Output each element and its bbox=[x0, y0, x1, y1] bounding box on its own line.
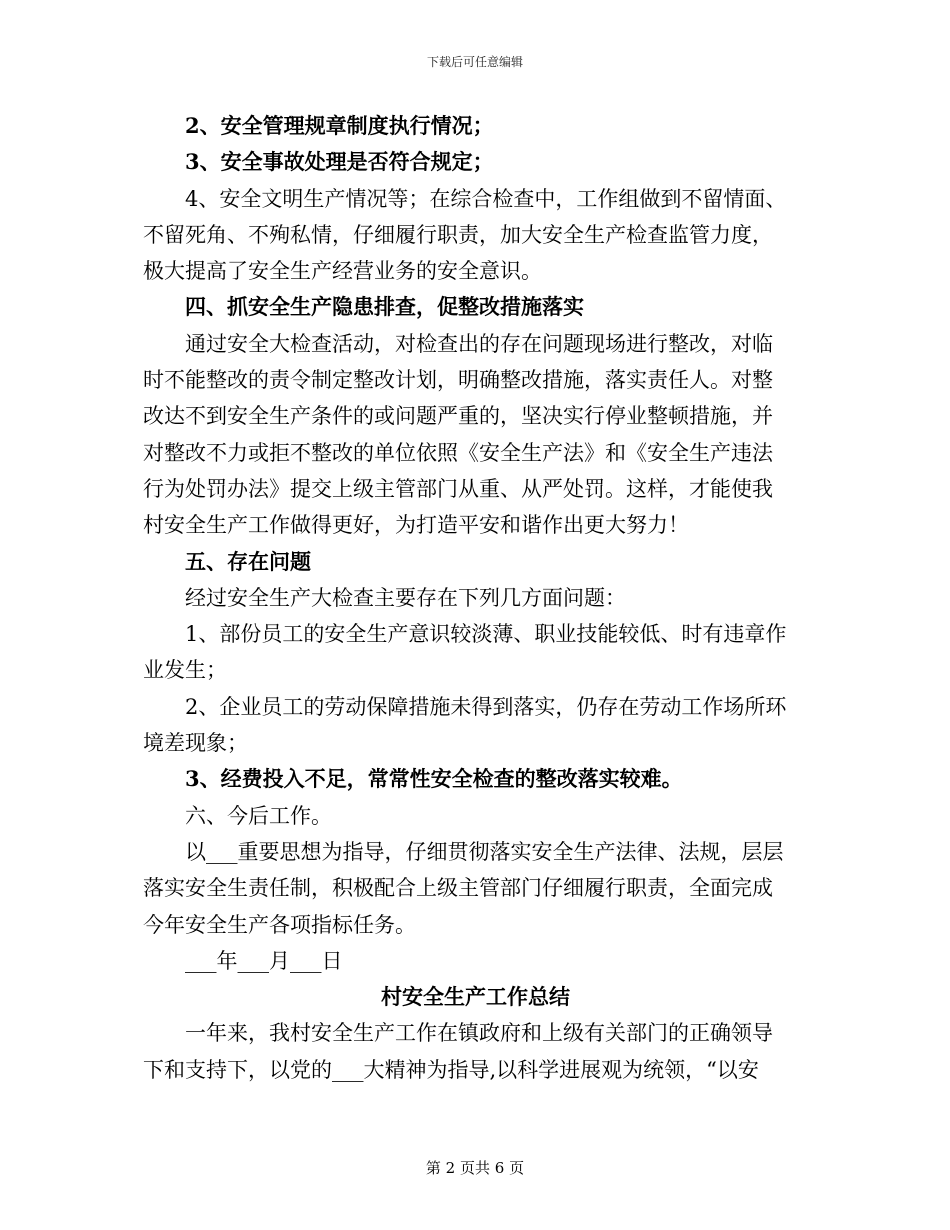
paragraph-problems-intro: 经过安全生产大检查主要存在下列几方面问题： bbox=[185, 585, 626, 610]
document-title: 村安全生产工作总结 bbox=[381, 984, 570, 1010]
paragraph-inspection-line-2: 时不能整改的责令制定整改计划，明确整改措施，落实责任人。对整 bbox=[143, 368, 773, 393]
date-line: ___年___月___日 bbox=[185, 948, 343, 973]
list-item-3: 3、安全事故处理是否符合规定； bbox=[185, 149, 494, 175]
problem-item-2-line-1: 2、企业员工的劳动保障措施未得到落实，仍存在劳动工作场所环 bbox=[185, 694, 787, 719]
problem-item-1-line-1: 1、部份员工的安全生产意识较淡薄、职业技能较低、时有违章作 bbox=[185, 622, 787, 647]
document-body bbox=[143, 108, 808, 1088]
paragraph-inspection-line-1: 通过安全大检查活动，对检查出的存在问题现场进行整改，对临 bbox=[185, 331, 773, 356]
problem-item-2-line-2: 境差现象； bbox=[143, 731, 248, 756]
list-item-4-line-3: 极大提高了安全生产经营业务的安全意识。 bbox=[143, 259, 542, 284]
paragraph-future-line-3: 今年安全生产各项指标任务。 bbox=[143, 912, 416, 937]
paragraph-future-line-2: 落实安全生责任制，积极配合上级主管部门仔细履行职责，全面完成 bbox=[143, 876, 773, 901]
problem-item-3: 3、经费投入不足，常常性安全检查的整改落实较难。 bbox=[185, 766, 683, 792]
paragraph-future-line-1: 以___重要思想为指导，仔细贯彻落实安全生产法律、法规，层层 bbox=[185, 839, 784, 864]
list-item-4-line-1: 4、安全文明生产情况等；在综合检查中，工作组做到不留情面、 bbox=[185, 186, 787, 211]
paragraph-inspection-line-5: 行为处罚办法》提交上级主管部门从重、从严处罚。这样，才能使我 bbox=[143, 476, 773, 501]
paragraph-inspection-line-6: 村安全生产工作做得更好，为打造平安和谐作出更大努力！ bbox=[143, 513, 689, 538]
problem-item-1-line-2: 业发生； bbox=[143, 658, 227, 683]
section-heading-6: 六、今后工作。 bbox=[185, 803, 332, 828]
section-heading-5: 五、存在问题 bbox=[185, 548, 311, 574]
page-header: 下载后可任意编辑 bbox=[426, 55, 523, 69]
list-item-2: 2、安全管理规章制度执行情况； bbox=[185, 113, 494, 138]
section-heading-4: 四、抓安全生产隐患排查，促整改措施落实 bbox=[185, 294, 584, 320]
page-footer: 第 2 页共 6 页 bbox=[425, 1159, 525, 1177]
list-item-4-line-2: 不留死角、不殉私情，仔细履行职责，加大安全生产检查监管力度， bbox=[143, 222, 773, 247]
paragraph-inspection-line-3: 改达不到安全生产条件的或问题严重的，坚决实行停业整顿措施，并 bbox=[143, 404, 773, 429]
paragraph-inspection-line-4: 对整改不力或拒不整改的单位依照《安全生产法》和《安全生产违法 bbox=[143, 440, 773, 465]
paragraph-summary-line-1: 一年来，我村安全生产工作在镇政府和上级有关部门的正确领导 bbox=[185, 1021, 773, 1046]
paragraph-summary-line-2: 下和支持下，以党的___大精神为指导,以科学进展观为统领，“以安 bbox=[143, 1057, 759, 1082]
